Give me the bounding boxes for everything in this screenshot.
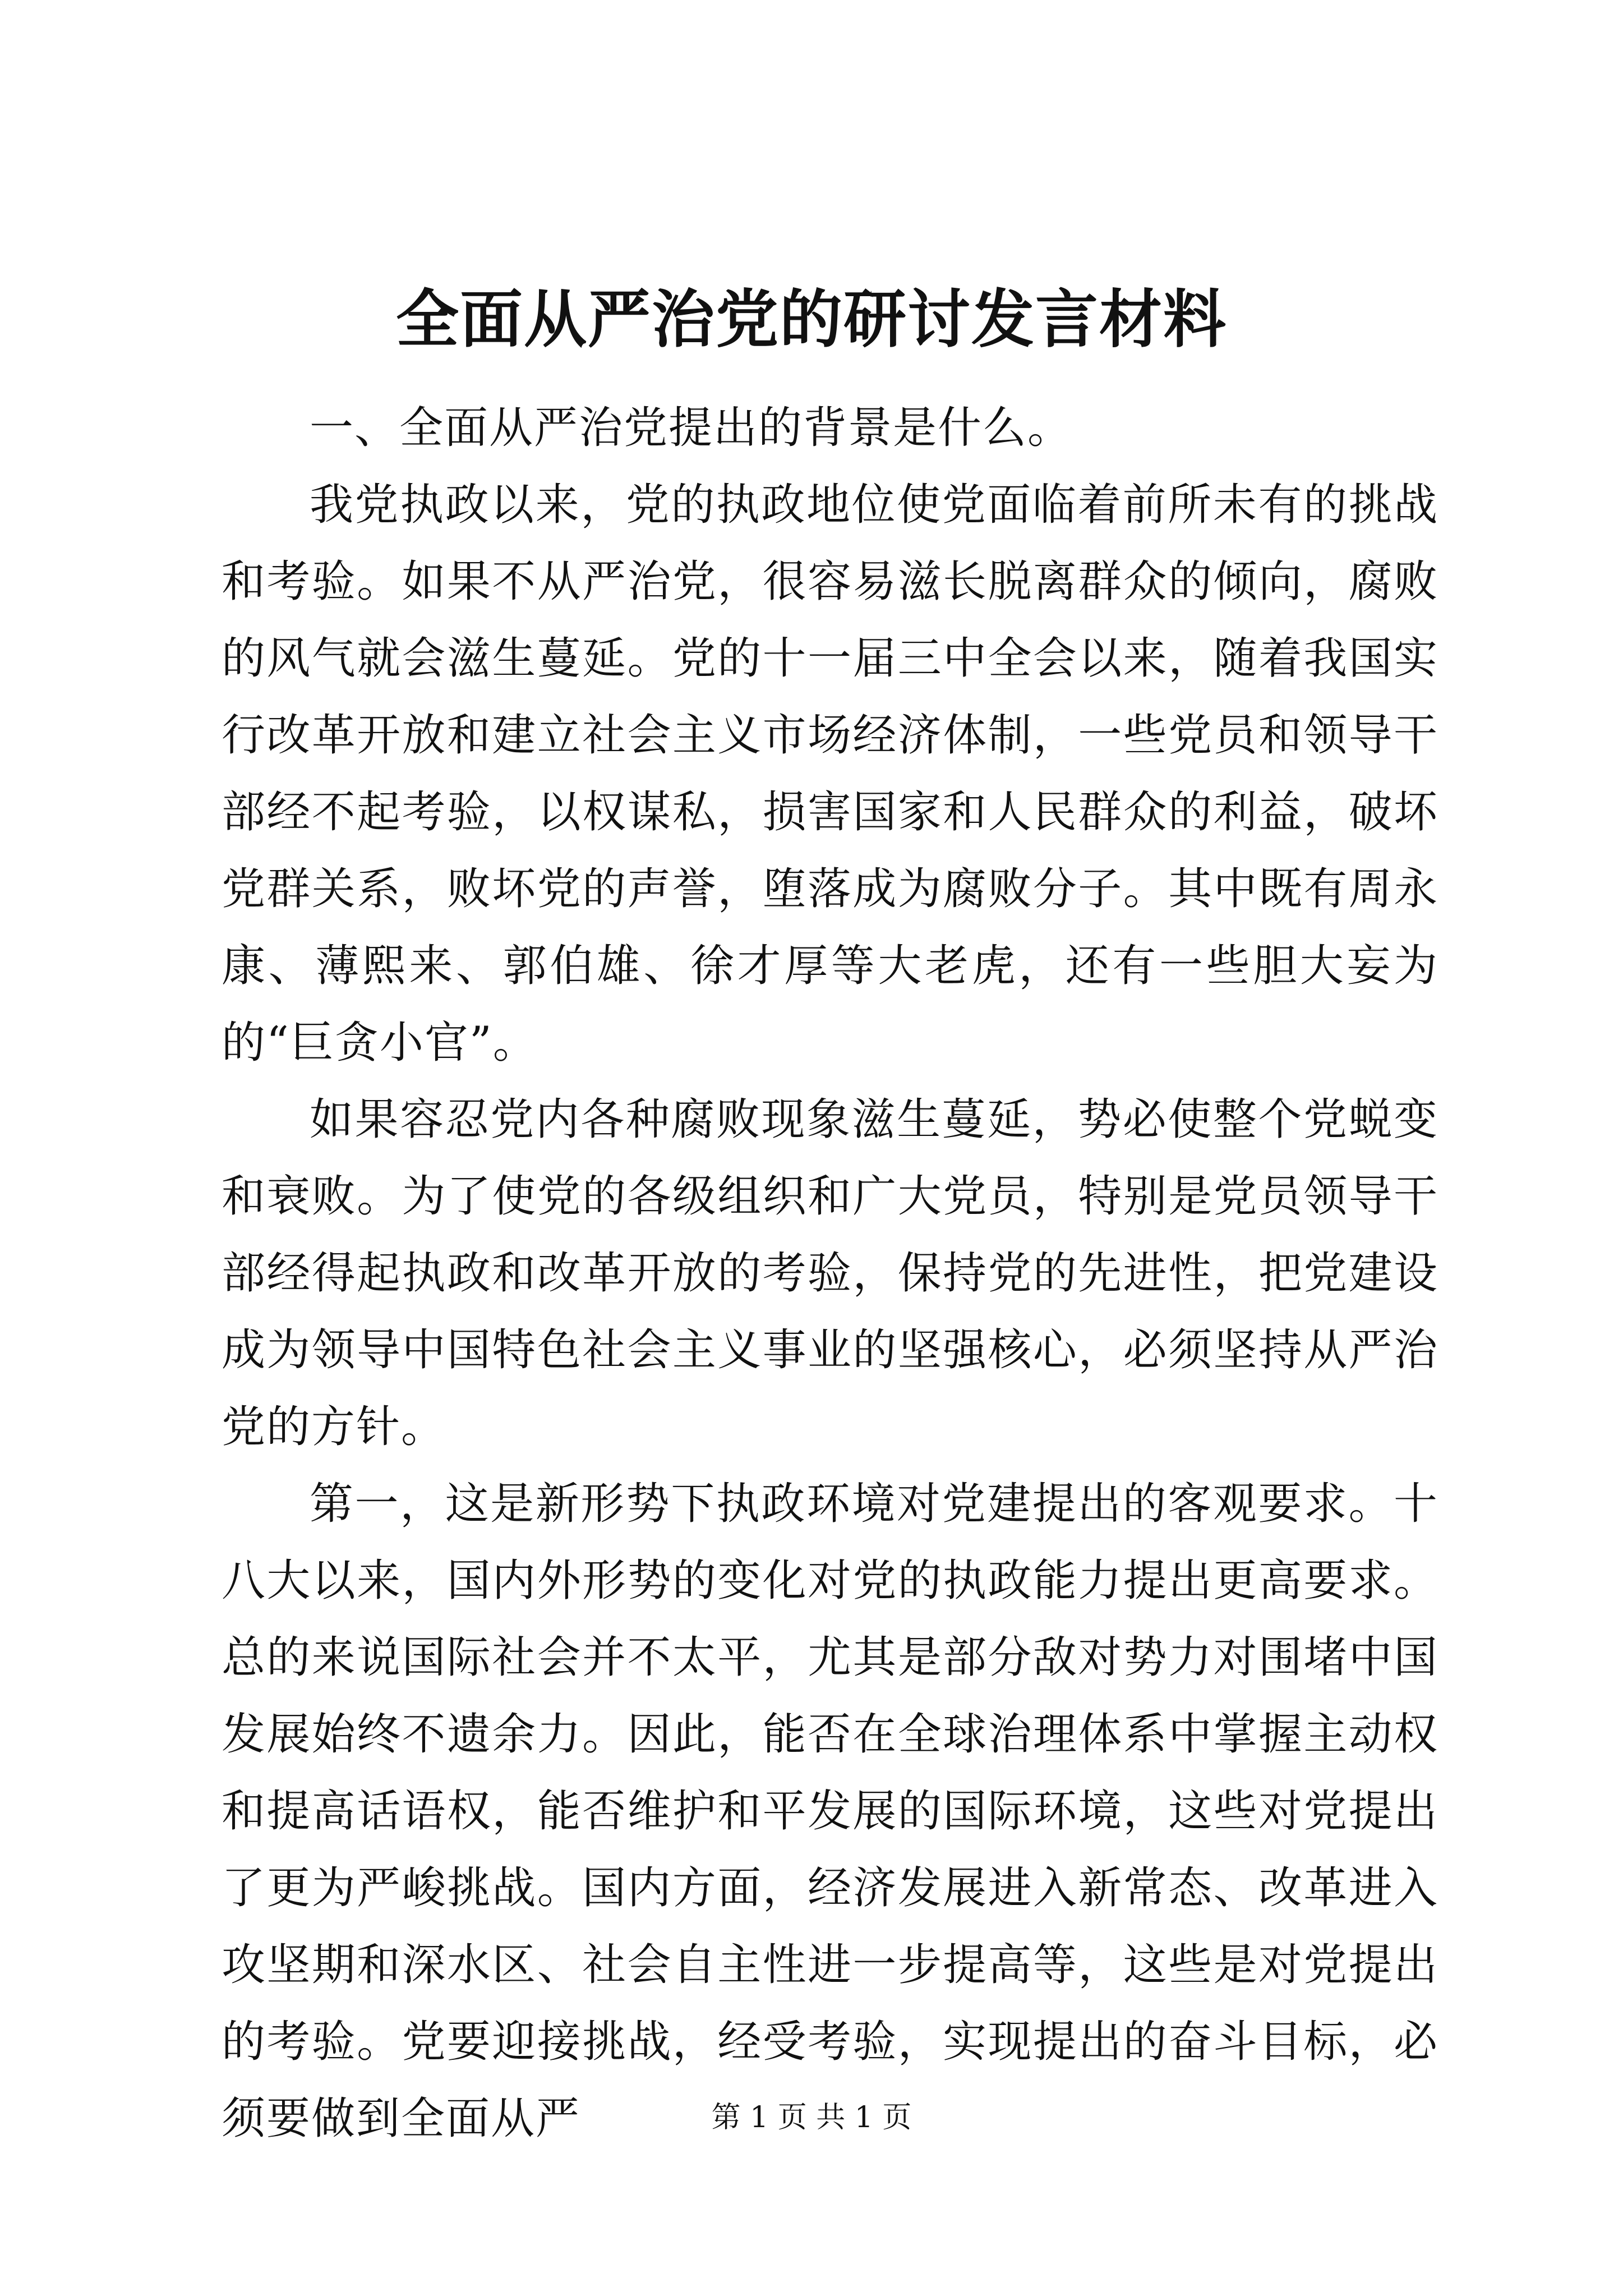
document-body [222,390,1438,2157]
paragraph: 如果容忍党内各种腐败现象滋生蔓延，势必使整个党蜕变和衰败。为了使党的各级组织和广大党员，特别是党员领导干部经得起执政和改革开放的考验，保持党的先进性，把党建设成为领导中国特色社会主义事业的坚强核心，必须坚持从严治党的方针。 [222,1094,1438,1452]
document-title: 全面从严治党的研讨发言材料 [396,283,1227,356]
paragraph: 我党执政以来，党的执政地位使党面临着前所未有的挑战和考验。如果不从严治党，很容易滋长脱离群众的倾向，腐败的风气就会滋生蔓延。党的十一届三中全会以来，随着我国实行改革开放和建立社会主义市场经济体制，一些党员和领导干部经不起考验，以权谋私，损害国家和人民群众的利益，破坏党群关系，败坏党的声誉，堕落成为腐败分子。其中既有周永康、薄熙来、郭伯雄、徐才厚等大老虎，还有一些胆大妄为的“巨贪小官”。 [222,480,1438,1068]
paragraph-heading: 一、全面从严治党提出的背景是什么。 [310,403,1073,453]
page-footer: 第 1 页 共 1 页 [711,2101,912,2134]
paragraph: 第一，这是新形势下执政环境对党建提出的客观要求。十八大以来，国内外形势的变化对党的执政能力提出更高要求。总的来说国际社会并不太平，尤其是部分敌对势力对围堵中国发展始终不遗余力。因此，能否在全球治理体系中掌握主动权和提高话语权，能否维护和平发展的国际环境，这些对党提出了更为严峻挑战。国内方面，经济发展进入新常态、改革进入攻坚期和深水区、社会自主性进一步提高等，这些是对党提出的考验。党要迎接挑战，经受考验，实现提出的奋斗目标，必须要做到全面从严 [222,1479,1438,2144]
